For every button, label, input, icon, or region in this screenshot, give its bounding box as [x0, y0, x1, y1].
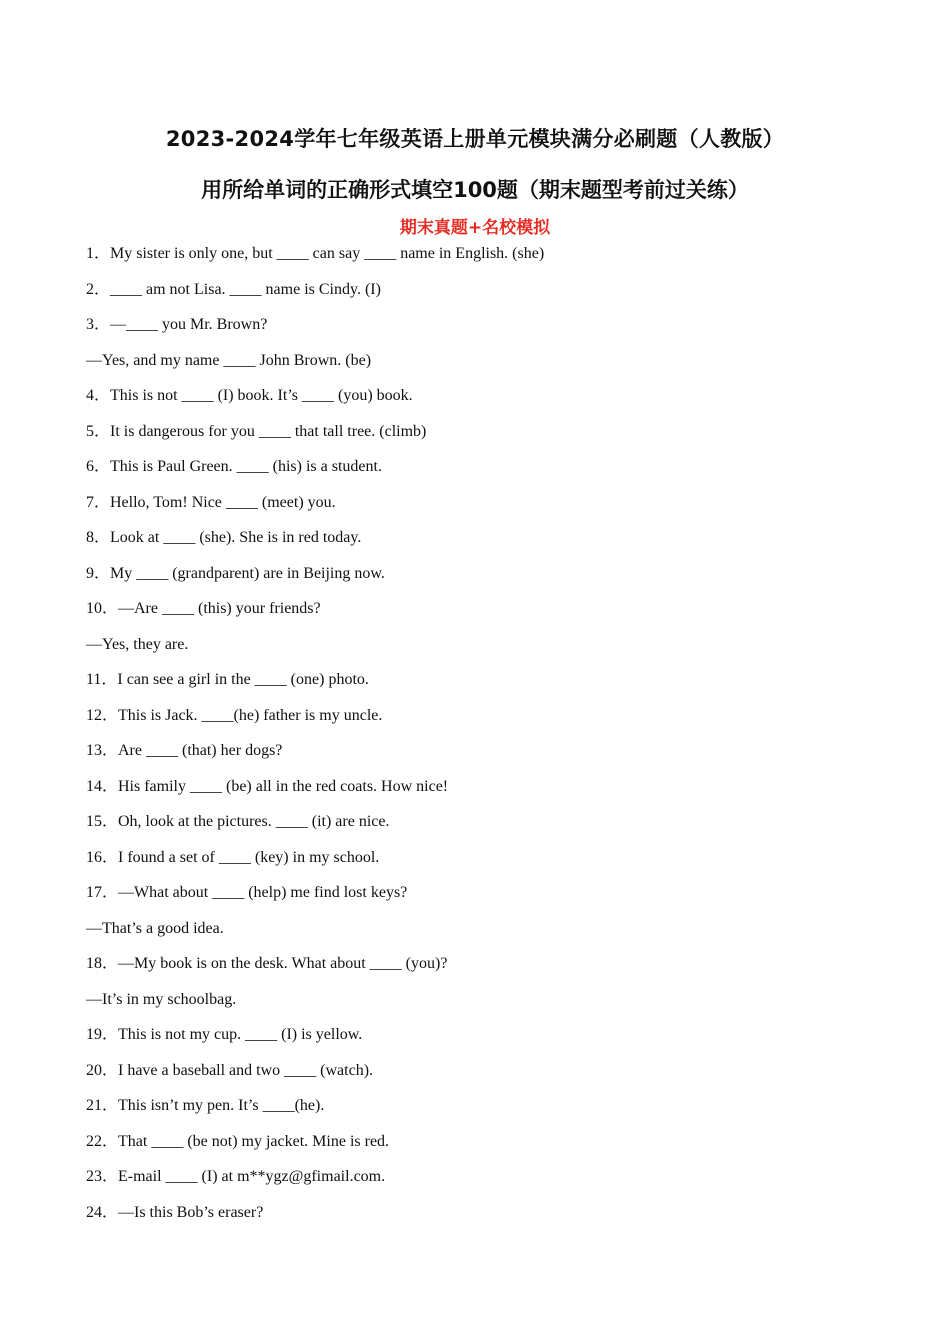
question-line: 21．This isn’t my pen. It’s ____(he). [86, 1097, 325, 1114]
question-line: 5．It is dangerous for you ____ that tall tree. (climb) [86, 422, 427, 440]
question-line: 15．Oh, look at the pictures. ____ (it) are nice. [86, 813, 390, 830]
question-line: 14．His family ____ (be) all in the red coats. How nice! [86, 777, 449, 795]
answer-line: —That’s a good idea. [86, 919, 224, 937]
question-list [86, 240, 886, 1234]
document-title: 2023-2024学年七年级英语上册单元模块满分必刷题（人教版） [165, 127, 785, 151]
question-line: 16．I found a set of ____ (key) in my school. [86, 848, 380, 866]
question-line: 17．—What about ____ (help) me find lost keys? [86, 884, 408, 901]
question-line: 4．This is not ____ (I) book. It’s ____ (you) book. [86, 387, 413, 404]
question-line: 23．E-mail ____ (I) at m**ygz@gfimail.com. [86, 1168, 386, 1185]
question-line: 3．—____ you Mr. Brown? [86, 316, 268, 333]
question-line: 18．—My book is on the desk. What about ____ (you)? [86, 955, 448, 972]
question-line: 13．Are ____ (that) her dogs? [86, 742, 283, 759]
answer-line: —Yes, and my name ____ John Brown. (be) [86, 351, 372, 369]
section-tag: 期末真题+名校模拟 [399, 218, 551, 238]
question-line: 2．____ am not Lisa. ____ name is Cindy. (I) [86, 280, 381, 298]
answer-line: —It’s in my schoolbag. [86, 990, 237, 1008]
question-line: 7．Hello, Tom! Nice ____ (meet) you. [86, 493, 336, 511]
question-line: 10．—Are ____ (this) your friends? [86, 600, 321, 617]
question-line: 6．This is Paul Green. ____ (his) is a student. [86, 458, 382, 475]
question-line: 11．I can see a girl in the ____ (one) photo. [86, 671, 369, 688]
question-line: 12．This is Jack. ____(he) father is my uncle. [86, 706, 383, 724]
question-line: 24．—Is this Bob’s eraser? [86, 1203, 264, 1221]
document-subtitle: 用所给单词的正确形式填空100题（期末题型考前过关练） [201, 178, 749, 202]
question-line: 19．This is not my cup. ____ (I) is yellow. [86, 1026, 363, 1043]
question-line: 9．My ____ (grandparent) are in Beijing now. [86, 564, 385, 582]
question-line: 1．My sister is only one, but ____ can say ____ name in English. (she) [86, 245, 545, 262]
answer-line: —Yes, they are. [86, 635, 189, 653]
question-line: 22．That ____ (be not) my jacket. Mine is red. [86, 1132, 390, 1150]
question-line: 8．Look at ____ (she). She is in red today. [86, 529, 362, 546]
question-line: 20．I have a baseball and two ____ (watch). [86, 1061, 374, 1079]
